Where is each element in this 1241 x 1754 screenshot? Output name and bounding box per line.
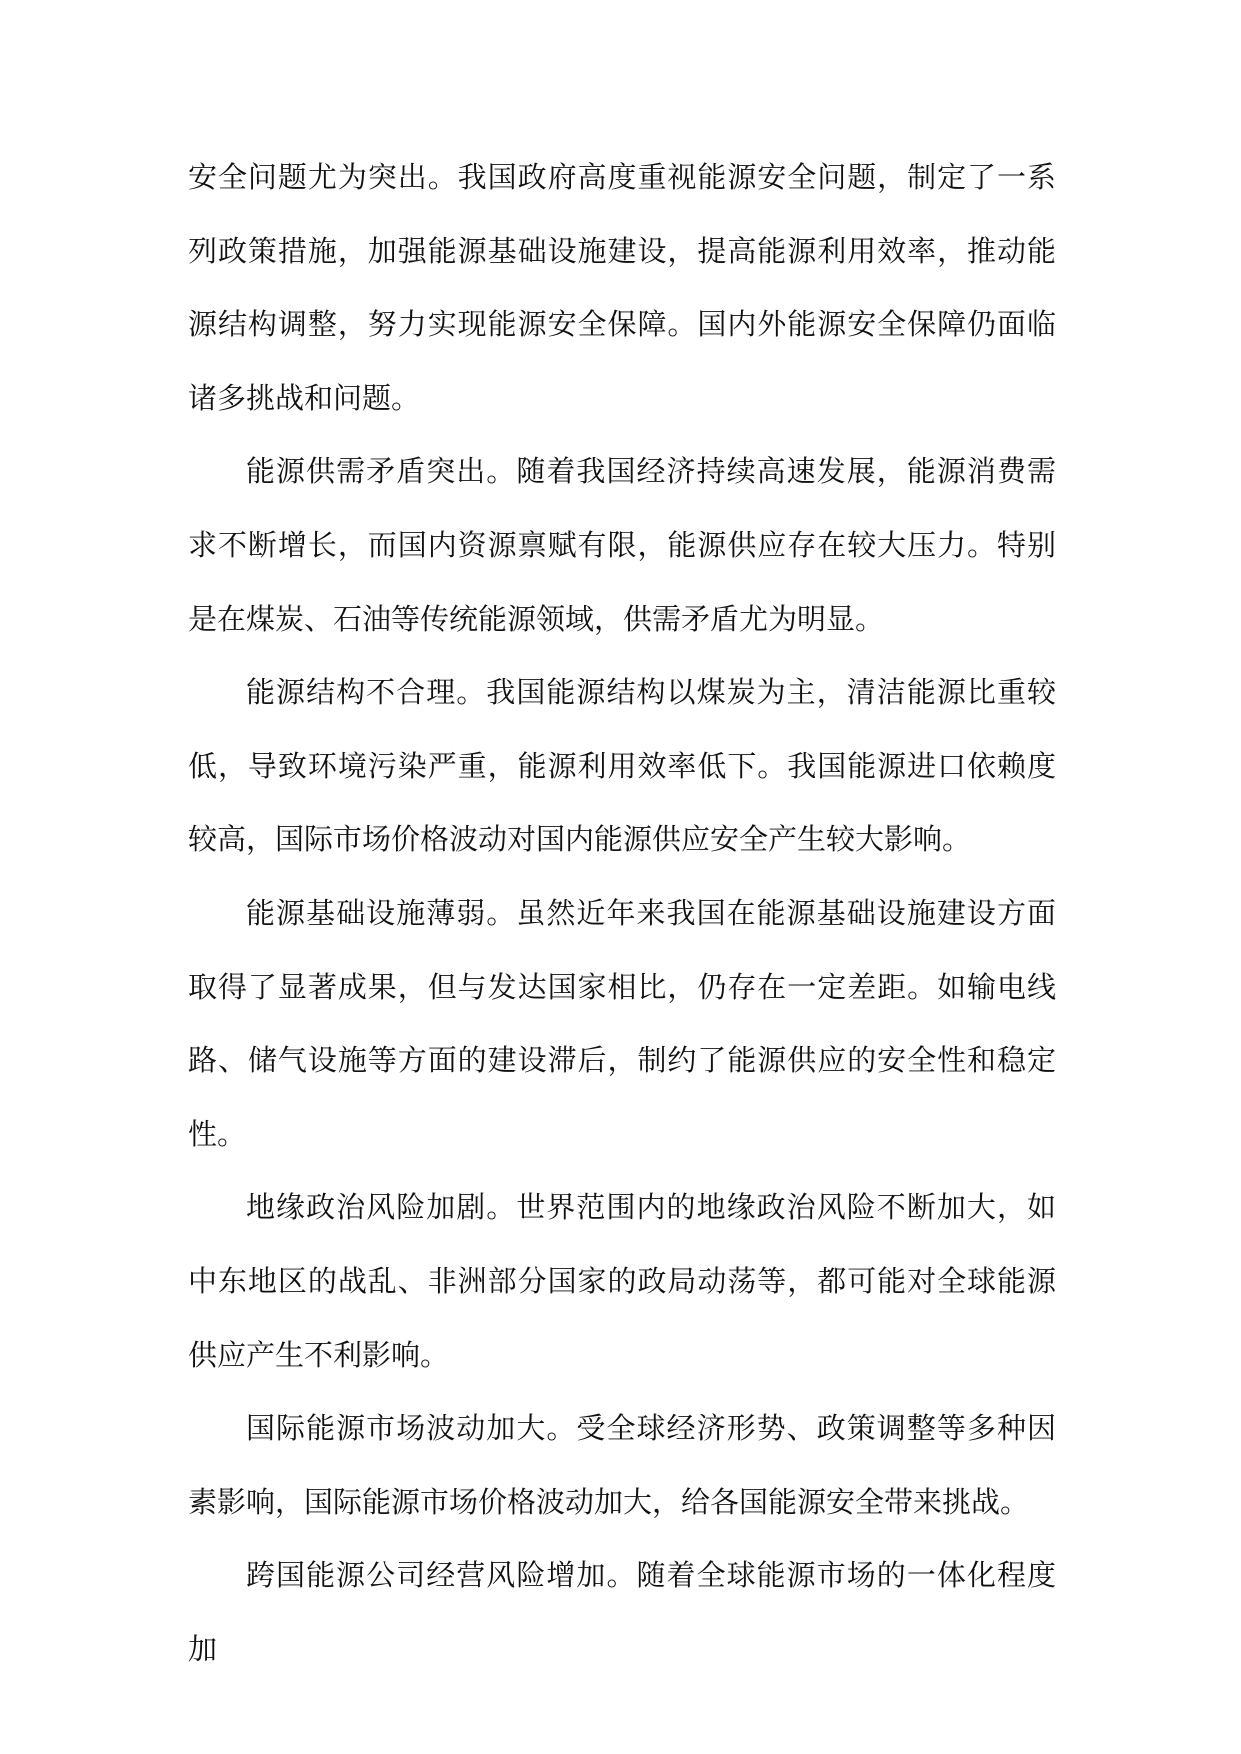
paragraph-7: 跨国能源公司经营风险增加。随着全球能源市场的一体化程度加 <box>188 1558 1056 1666</box>
paragraph-2: 能源供需矛盾突出。随着我国经济持续高速发展，能源消费需求不断增长，而国内资源禀赋有限，能源供应存在较大压力。特别是在煤炭、石油等传统能源领域，供需矛盾尤为明显。 <box>188 454 1056 636</box>
paragraph-6: 国际能源市场波动加大。受全球经济形势、政策调整等多种因素影响，国际能源市场价格波动加大，给各国能源安全带来挑战。 <box>188 1411 1056 1519</box>
paragraph-5: 地缘政治风险加剧。世界范围内的地缘政治风险不断加大，如中东地区的战乱、非洲部分国家的政局动荡等，都可能对全球能源供应产生不利影响。 <box>188 1190 1056 1372</box>
body-text <box>188 141 1056 1686</box>
paragraph-1: 安全问题尤为突出。我国政府高度重视能源安全问题，制定了一系列政策措施，加强能源基础设施建设，提高能源利用效率，推动能源结构调整，努力实现能源安全保障。国内外能源安全保障仍面临诸多挑战和问题。 <box>188 160 1056 415</box>
paragraph-3: 能源结构不合理。我国能源结构以煤炭为主，清洁能源比重较低，导致环境污染严重，能源利用效率低下。我国能源进口依赖度较高，国际市场价格波动对国内能源供应安全产生较大影响。 <box>188 675 1056 857</box>
paragraph-4: 能源基础设施薄弱。虽然近年来我国在能源基础设施建设方面取得了显著成果，但与发达国家相比，仍存在一定差距。如输电线路、储气设施等方面的建设滞后，制约了能源供应的安全性和稳定性。 <box>188 895 1056 1151</box>
